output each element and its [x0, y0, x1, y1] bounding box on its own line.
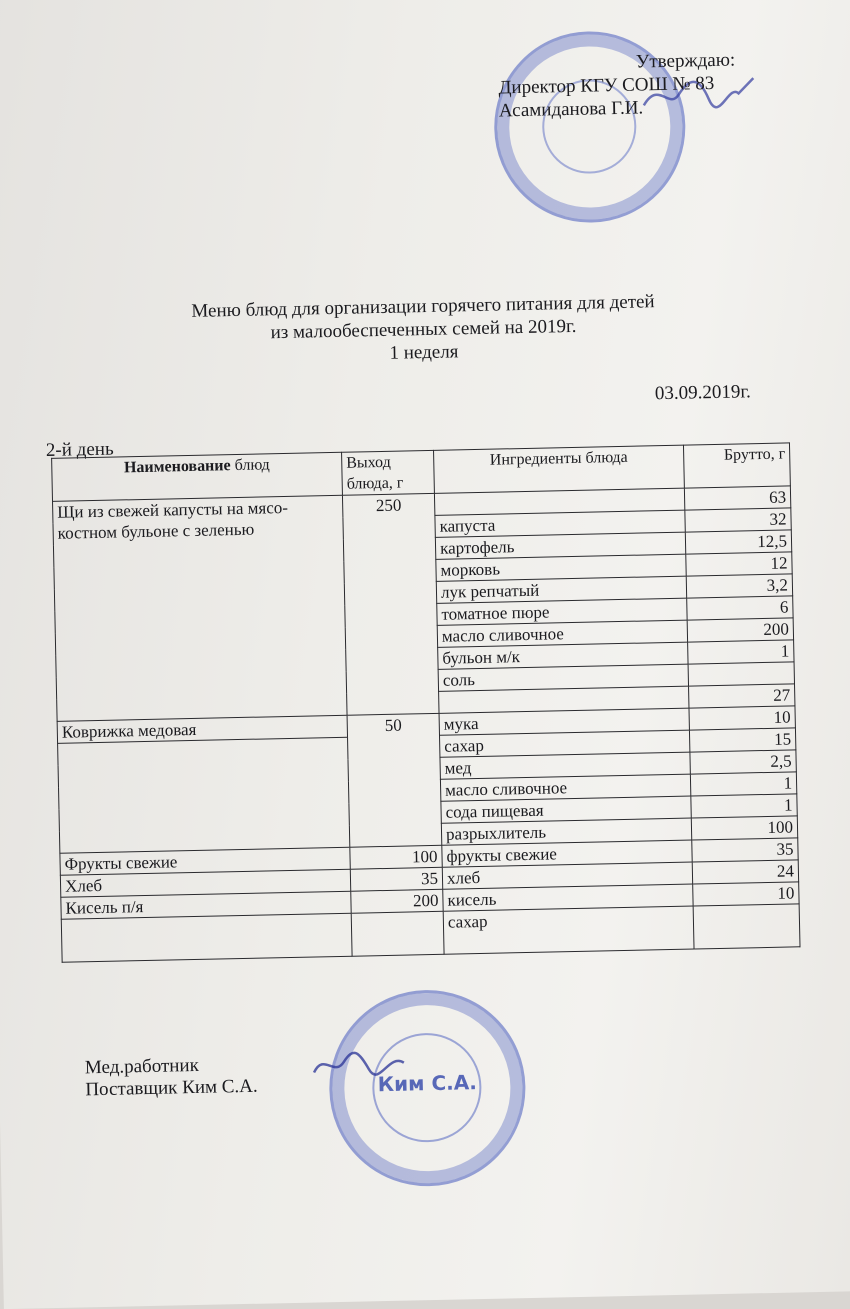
brutto-cell [688, 662, 794, 686]
dish-name-kovrizhka: Коврижка медовая [57, 715, 347, 743]
ingredient-cell: фрукты свежие [442, 840, 692, 867]
ingredient-cell: масло сливочное [437, 620, 687, 647]
supplier-label: Поставщик Ким С.А. [85, 1075, 258, 1101]
brutto-cell: 10 [693, 882, 799, 906]
document-date: 03.09.2019г. [654, 381, 751, 405]
dish-name-fruits: Фрукты свежие [60, 847, 350, 875]
ingredient-cell: картофель [435, 532, 685, 559]
dish-output-fruits: 100 [350, 845, 442, 869]
dish-name-shchi: Щи из свежей капусты на мясо-костном бульоне с зеленью [53, 495, 348, 721]
header-output: Выход блюда, г [342, 450, 435, 495]
ingredient-cell: соль [438, 664, 688, 691]
ingredient-cell: сахар [443, 906, 694, 954]
header-brutto: Брутто, г [683, 443, 790, 488]
brutto-cell: 32 [685, 508, 791, 532]
brutto-cell: 200 [687, 618, 793, 642]
approval-line-director: Директор КГУ СОШ № 83 [498, 72, 715, 99]
title-line-1: Меню блюд для организации горячего питания для детей [191, 291, 655, 322]
ingredient-cell: капуста [435, 510, 685, 537]
brutto-cell: 63 [684, 486, 790, 510]
dish-output-kissel: 200 [351, 889, 443, 913]
document-title [123, 289, 724, 371]
ingredient-cell: сахар [439, 730, 689, 757]
approval-block [498, 48, 737, 122]
ingredient-cell: бульон м/к [438, 642, 688, 669]
brutto-cell: 6 [687, 596, 793, 620]
brutto-cell: 12,5 [685, 530, 791, 554]
supplier-signature [308, 1040, 429, 1088]
brutto-cell [693, 904, 800, 949]
menu-table [51, 442, 800, 962]
brutto-cell: 12 [686, 552, 792, 576]
brutto-cell: 27 [689, 684, 795, 708]
ingredient-cell: сода пищевая [441, 796, 691, 823]
approval-line-approve: Утверждаю: [635, 49, 736, 73]
ingredient-cell: мед [440, 752, 690, 779]
title-line-3: 1 неделя [389, 341, 459, 364]
brutto-cell: 10 [689, 706, 795, 730]
day-label: 2-й день [45, 438, 114, 461]
dish-name-bread: Хлеб [60, 869, 350, 897]
dish-output-kovrizhka: 50 [347, 713, 442, 847]
brutto-cell: 24 [692, 860, 798, 884]
header-dish-name: Наименование блюд [52, 452, 343, 501]
brutto-cell: 1 [690, 772, 796, 796]
brutto-cell: 1 [691, 794, 797, 818]
approval-line-name: Асамиданова Г.И. [498, 97, 644, 122]
header-ingredients: Ингредиенты блюда [434, 445, 685, 493]
title-line-2: из малообеспеченных семей на 2019г. [270, 315, 577, 344]
empty-cell [61, 913, 352, 962]
med-worker-label: Мед.работник [84, 1054, 200, 1079]
supplier-seal-stamp [327, 988, 527, 1188]
ingredient-cell: кисель [443, 884, 693, 911]
ingredient-cell: томатное пюре [437, 598, 687, 625]
ingredient-cell: масло сливочное [440, 774, 690, 801]
ingredient-cell: хлеб [442, 862, 692, 889]
brutto-cell: 15 [689, 728, 795, 752]
brutto-cell: 35 [692, 838, 798, 862]
brutto-cell: 100 [691, 816, 797, 840]
brutto-cell: 3,2 [686, 574, 792, 598]
ingredient-cell: лук репчатый [436, 576, 686, 603]
seal-name: Ким С.А. [377, 1070, 478, 1097]
dish-output-shchi: 250 [342, 493, 439, 715]
ingredient-cell: разрыхлитель [441, 818, 691, 845]
dish-output-bread: 35 [350, 867, 442, 891]
ingredient-cell: мука [439, 708, 689, 735]
empty-cell [58, 737, 350, 853]
brutto-cell: 1 [688, 640, 794, 664]
empty-cell [351, 911, 444, 956]
dish-name-kissel: Кисель п/я [61, 891, 351, 919]
signatures-block [85, 1054, 258, 1102]
ingredient-cell: морковь [436, 554, 686, 581]
brutto-cell: 2,5 [690, 750, 796, 774]
